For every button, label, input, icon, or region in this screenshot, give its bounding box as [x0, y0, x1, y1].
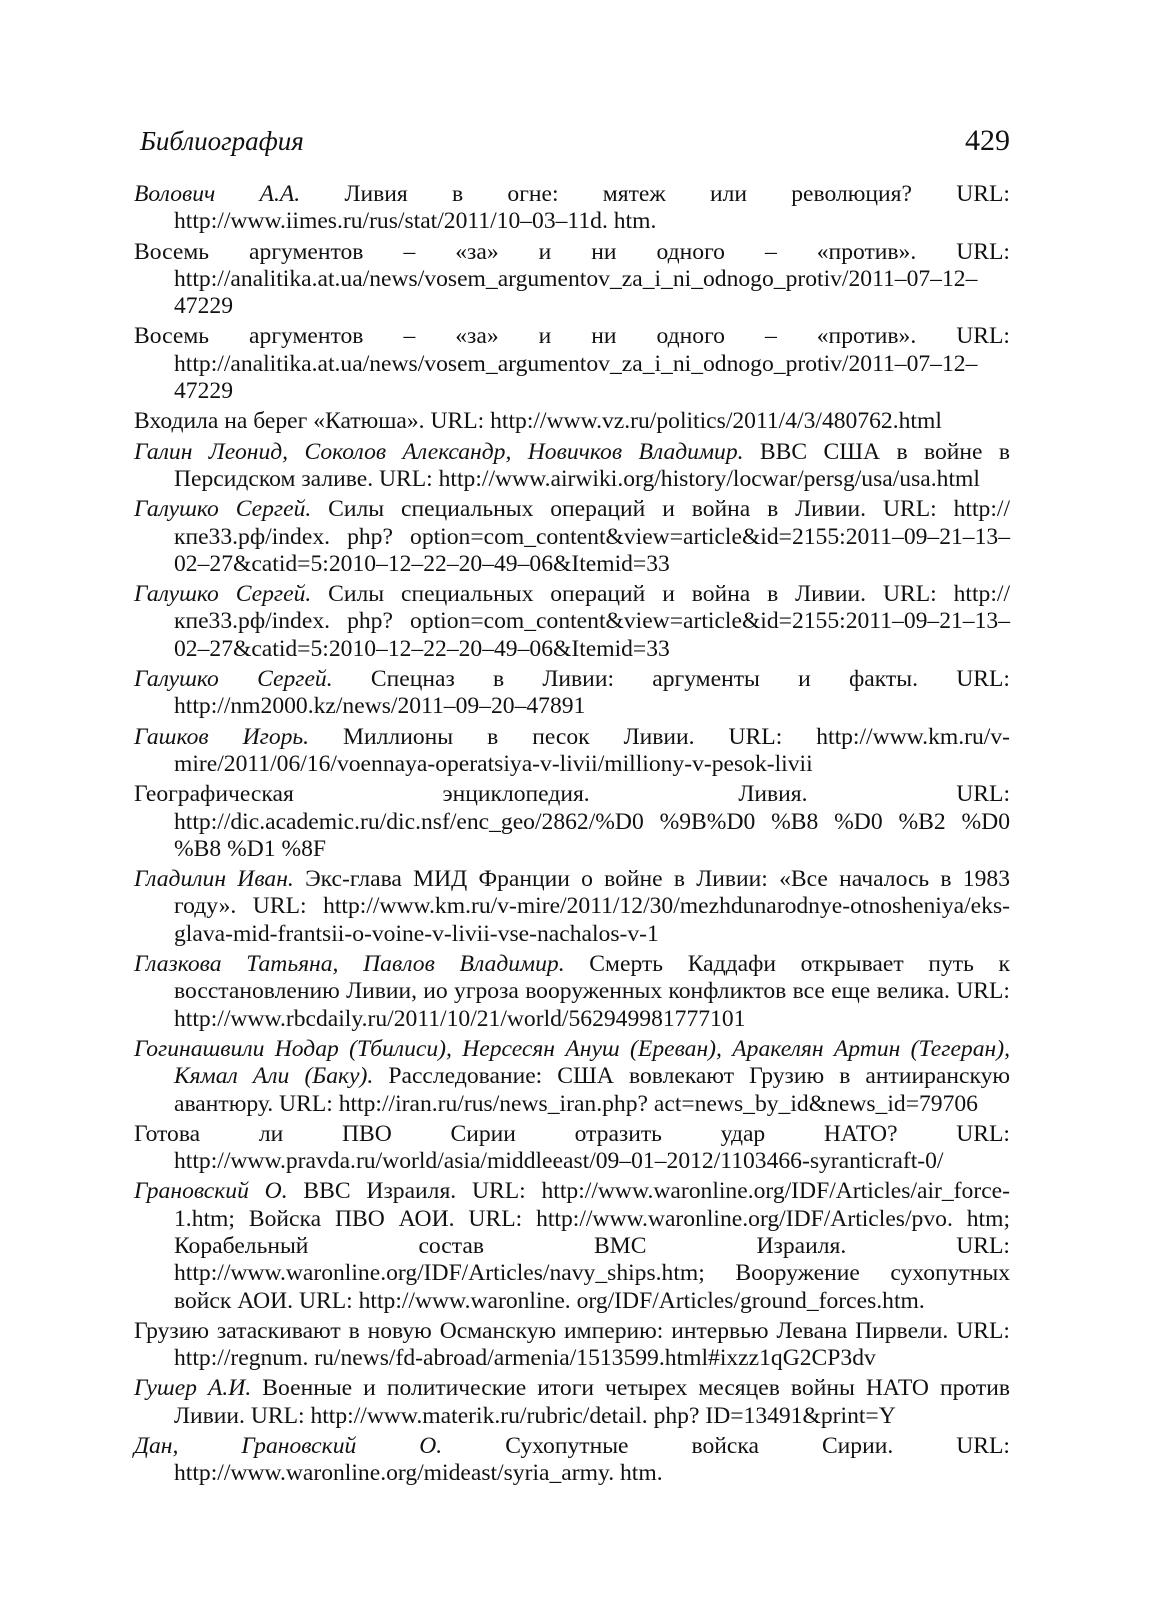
entry-text: Спецназ в Ливии: аргументы и факты. URL: http://nm2000.kz/news/2011–09–20–47891: [174, 666, 1010, 720]
entry-text: Миллионы в песок Ливии. URL: http://www.km.ru/v-mire/2011/06/16/voennaya-operatsiya-v-livii/milliony-v-pesok-livii: [174, 723, 1010, 777]
entry-author: Гладилин Иван.: [134, 866, 294, 893]
bibliography-entry: [134, 1036, 1010, 1118]
bibliography-entry: [134, 439, 1010, 494]
entry-text: Расследование: США вовлекают Грузию в антииранскую авантюру. URL: http://iran.ru/rus/news_iran.php? act=news_by_id&news_id=79706: [174, 1063, 1011, 1117]
page-header: [140, 126, 1010, 162]
entry-text: Силы специальных операций и война в Ливии. URL: http://кпе33.рф/index. php? option=com_content&view=article&id=2155:2011–09–21–13–02–27&catid=5:2010–12–22–20–49–06&Itemid=33: [174, 581, 1010, 662]
entry-text: Грузию затаскивают в новую Османскую империю: интервью Левана Пирвели. URL: http://regnum. ru/news/fd-abroad/armenia/1513599.html#ixzz1qG2CP3dv: [134, 1317, 1010, 1372]
bibliography-entry: [134, 181, 1010, 236]
entry-text: Восемь аргументов – «за» и ни одного – «против». URL: http://analitika.at.ua/news/vosem_argumentov_za_i_ni_odnogo_protiv/2011–07–12–47229: [134, 238, 1010, 320]
bibliography-entry: [134, 496, 1010, 578]
entry-text: Силы специальных операций и война в Ливии. URL: http://кпе33.рф/index. php? option=com_content&view=article&id=2155:2011–09–21–13–02–27&catid=5:2010–12–22–20–49–06&Itemid=33: [174, 496, 1010, 577]
bibliography-entry: [134, 1178, 1010, 1314]
entry-author: Галин Леонид, Соколов Александр, Новичков Владимир.: [134, 438, 744, 465]
running-title: Библиография: [140, 126, 304, 156]
entry-author: Дан, Грановский О.: [134, 1433, 443, 1460]
entry-text: Смерть Каддафи открывает путь к восстановлению Ливии, ио угроза вооруженных конфликтов все еще велика. URL: http://www.rbcdaily.ru/2011/10/21/world/562949981777101: [174, 951, 1011, 1032]
entry-text: Военные и политические итоги четырех месяцев войны НАТО против Ливии. URL: http://www.materik.ru/rubric/detail. php? ID=13491&print=Y: [174, 1375, 1010, 1429]
bibliography-entry: [134, 581, 1010, 663]
bibliography-entry: [134, 1121, 1010, 1176]
entry-author: Волович А.А.: [134, 181, 301, 207]
entry-text: Экс-глава МИД Франции о войне в Ливии: «Все началось в 1983 году». URL: http://www.km.ru/v-mire/2011/12/30/mezhdunarodnye-otnosheniya/eks-glava-mid-frantsii-o-voine-v-livii-vse-nachalos-v-1: [174, 866, 1010, 947]
entry-text: ВВС США в войне в Персидском заливе. URL: http://www.airwiki.org/history/locwar/persg/usa/usa.html: [174, 438, 1011, 492]
entry-author: Галушко Сергей.: [134, 666, 333, 693]
bibliography-entry: [134, 951, 1010, 1033]
bibliography-entry: [134, 323, 1010, 405]
entry-author: Гушер А.И.: [134, 1375, 252, 1402]
bibliography-list: [134, 181, 1010, 1491]
entry-text: Восемь аргументов – «за» и ни одного – «против». URL: http://analitika.at.ua/news/vosem_argumentov_za_i_ni_odnogo_protiv/2011–07–12–47229: [134, 323, 1010, 405]
entry-author: Галушко Сергей.: [134, 496, 312, 523]
bibliography-entry: [134, 1375, 1010, 1430]
entry-text: Сухопутные войска Сирии. URL: http://www.waronline.org/mideast/syria_army. htm.: [174, 1433, 1010, 1487]
entry-author: Глазкова Татьяна, Павлов Владимир.: [134, 951, 565, 978]
bibliography-entry: [134, 724, 1010, 779]
entry-author: Грановский О.: [134, 1178, 288, 1205]
bibliography-entry: [134, 239, 1010, 321]
bibliography-entry: [134, 866, 1010, 948]
entry-author: Гашков Игорь.: [134, 723, 310, 750]
bibliography-entry: [134, 781, 1010, 863]
entry-text: Готова ли ПВО Сирии отразить удар НАТО? URL: http://www.pravda.ru/world/asia/middleeast/09–01–2012/1103466-syranticraft-0/: [134, 1120, 1010, 1175]
entry-text: Географическая энциклопедия. Ливия. URL: http://dic.academic.ru/dic.nsf/enc_geo/2862/%D0 %9B%D0 %B8 %D0 %B2 %D0 %B8 %D1 %8F: [134, 781, 1010, 862]
entry-author: Гогинашвили Нодар (Тбилиси), Нерсесян Ануш (Ереван), Аракелян Артин (Тегеран), Кямал Али (Баку).: [134, 1035, 1010, 1090]
entry-text: Ливия в огне: мятеж или революция? URL: http://www.iimes.ru/rus/stat/2011/10–03–11d. htm.: [174, 181, 1010, 235]
page-number: 429: [965, 124, 1010, 157]
entry-author: Галушко Сергей.: [134, 581, 312, 608]
bibliography-entry: [134, 408, 1010, 435]
bibliography-entry: [134, 1433, 1010, 1488]
entry-text: Входила на берег «Катюша». URL: http://www.vz.ru/politics/2011/4/3/480762.html: [134, 408, 942, 435]
entry-text: ВВС Израиля. URL: http://www.waronline.org/IDF/Articles/air_force-1.htm; Войска ПВО АОИ. URL: http://www.waronline.org/IDF/Articles/pvo. htm; Корабельный состав ВМС Израиля. URL: http://www.waronline.org/IDF/Articles/navy_ships.htm; Вооружение сухопутных войск АОИ. URL: http://www.waronline. org/IDF/Articles/ground_forces.htm.: [174, 1178, 1010, 1314]
bibliography-entry: [134, 666, 1010, 721]
bibliography-entry: [134, 1318, 1010, 1373]
